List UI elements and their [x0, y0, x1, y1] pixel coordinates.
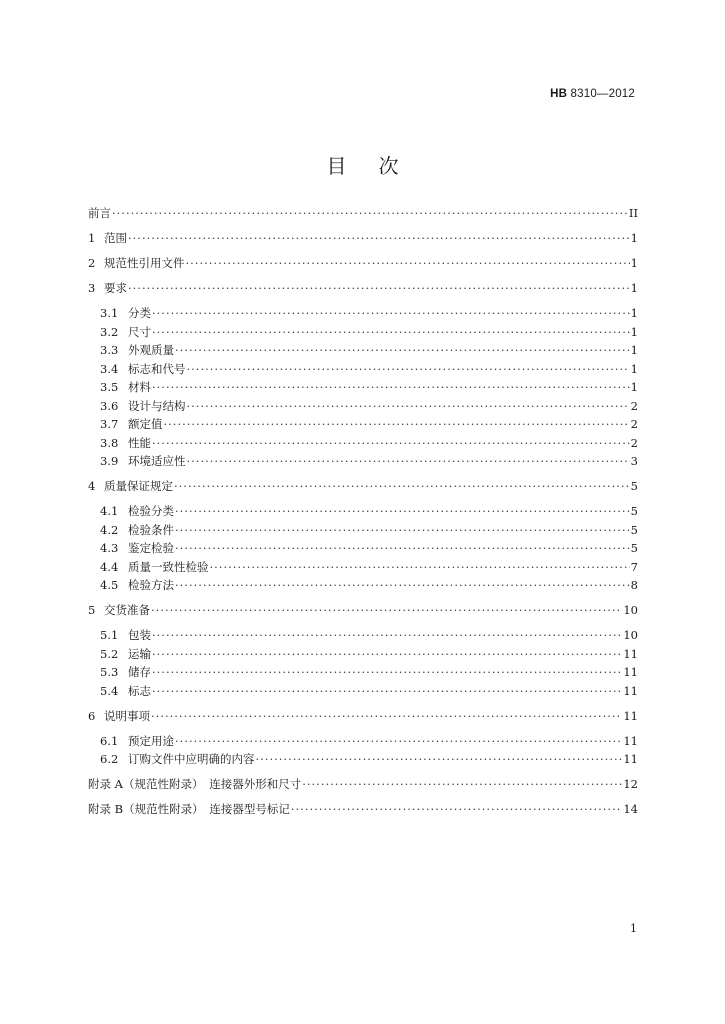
toc-entry-page: 1 — [630, 281, 638, 295]
toc-entry-3-8[interactable] — [88, 434, 638, 453]
toc-entry-3[interactable] — [88, 279, 638, 298]
toc-entry-3-6[interactable] — [88, 397, 638, 416]
toc-entry-label: 设计与结构 — [128, 398, 186, 413]
toc-entry-page: 7 — [630, 559, 638, 574]
toc-entry-page: 2 — [630, 435, 638, 450]
dot-leader — [302, 775, 622, 794]
dot-leader — [128, 229, 630, 248]
dot-leader — [128, 279, 630, 298]
toc-entry-label: 质量保证规定 — [104, 479, 173, 493]
toc-entry-label: 前言 — [88, 206, 111, 220]
toc-entry-number: 3.6 — [100, 398, 119, 413]
dot-leader — [187, 397, 630, 416]
toc-entry-label: 运输 — [128, 646, 151, 661]
toc-entry-4-3[interactable] — [88, 539, 638, 558]
toc-entry-5-1[interactable] — [88, 626, 638, 645]
dot-leader — [164, 415, 630, 434]
toc-entry-number: 4.3 — [100, 541, 119, 555]
toc-entry-label: 标志 — [128, 683, 151, 698]
toc-entry-page: 5 — [630, 541, 638, 555]
toc-entry-label: 检验条件 — [128, 522, 174, 537]
toc-entry-number: 5.3 — [100, 665, 119, 679]
toc-entry-page: 11 — [623, 665, 638, 679]
toc-entry-page: 14 — [623, 802, 638, 816]
toc-entry-appendix-a[interactable] — [88, 775, 638, 794]
toc-entry-page: 1 — [630, 343, 638, 357]
toc-entry-number: 5.1 — [100, 628, 119, 642]
toc-entry-3-2[interactable] — [88, 323, 638, 342]
toc-entry-number: 3.5 — [100, 380, 119, 394]
table-of-contents — [88, 204, 638, 819]
dot-leader — [175, 539, 630, 558]
toc-entry-foreword[interactable] — [88, 204, 638, 223]
toc-entry-number: 6.1 — [100, 733, 119, 748]
toc-entry-3-4[interactable] — [88, 360, 638, 379]
toc-entry-page: 11 — [623, 708, 638, 723]
dot-leader — [152, 682, 622, 701]
toc-entry-number: 3.4 — [100, 361, 119, 376]
dot-leader — [152, 304, 630, 323]
toc-entry-page: 1 — [630, 256, 638, 270]
dot-leader — [152, 626, 622, 645]
toc-entry-page: 2 — [630, 417, 638, 431]
toc-entry-page: 10 — [623, 628, 638, 642]
dot-leader — [152, 378, 630, 397]
toc-entry-6-2[interactable] — [88, 750, 638, 769]
toc-entry-page: 8 — [630, 578, 638, 592]
toc-entry-label: 储存 — [128, 665, 151, 679]
toc-entry-label: 性能 — [128, 435, 151, 450]
document-code-number: 8310—2012 — [570, 88, 635, 100]
toc-entry-number: 4.4 — [100, 559, 119, 574]
toc-entry-label: 标志和代号 — [128, 361, 186, 376]
toc-entry-number: 3.3 — [100, 343, 119, 357]
toc-entry-number: 3 — [88, 281, 96, 295]
toc-entry-4-1[interactable] — [88, 502, 638, 521]
toc-entry-page: 11 — [623, 752, 638, 766]
toc-entry-3-3[interactable] — [88, 341, 638, 360]
toc-entry-number: 1 — [88, 231, 96, 245]
toc-entry-number: 3.1 — [100, 306, 119, 320]
dot-leader — [175, 341, 630, 360]
dot-leader — [186, 254, 630, 273]
document-code — [550, 88, 635, 100]
toc-entry-number: 4.5 — [100, 578, 119, 592]
toc-entry-page: 5 — [630, 504, 638, 518]
toc-entry-page: 11 — [623, 683, 638, 698]
toc-entry-number: 3.2 — [100, 324, 119, 339]
toc-entry-4[interactable] — [88, 477, 638, 496]
toc-entry-label: 要求 — [104, 281, 127, 295]
dot-leader — [152, 663, 622, 682]
toc-entry-label: 外观质量 — [128, 343, 174, 357]
toc-entry-label: 材料 — [128, 380, 151, 394]
toc-title: 目次 — [326, 154, 431, 178]
dot-leader — [151, 601, 622, 620]
toc-entry-1[interactable] — [88, 229, 638, 248]
toc-entry-3-7[interactable] — [88, 415, 638, 434]
toc-entry-label: 范围 — [104, 231, 127, 245]
toc-entry-label: 鉴定检验 — [128, 541, 174, 555]
toc-entry-appendix-b[interactable] — [88, 800, 638, 819]
toc-entry-label: 检验方法 — [128, 578, 174, 592]
dot-leader — [210, 558, 630, 577]
toc-entry-page: 12 — [623, 777, 638, 791]
toc-entry-number: 6.2 — [100, 752, 119, 766]
dot-leader — [175, 732, 622, 751]
dot-leader — [175, 502, 630, 521]
toc-entry-2[interactable] — [88, 254, 638, 273]
toc-entry-label: 附录 A（规范性附录） 连接器外形和尺寸 — [88, 777, 302, 791]
toc-entry-number: 5 — [88, 603, 96, 617]
toc-entry-6[interactable] — [88, 707, 638, 726]
toc-entry-label: 交货准备 — [104, 603, 150, 617]
dot-leader — [175, 576, 630, 595]
toc-entry-label: 额定值 — [128, 417, 163, 431]
dot-leader — [112, 204, 628, 223]
toc-entry-page: 5 — [630, 479, 638, 493]
dot-leader — [187, 360, 630, 379]
toc-entry-3-5[interactable] — [88, 378, 638, 397]
dot-leader — [174, 477, 630, 496]
toc-entry-number: 4 — [88, 479, 96, 493]
toc-entry-page: 11 — [623, 733, 638, 748]
toc-entry-page: II — [628, 206, 638, 220]
toc-entry-page: 1 — [630, 324, 638, 339]
dot-leader — [152, 645, 622, 664]
toc-entry-6-1[interactable] — [88, 732, 638, 751]
toc-entry-number: 4.2 — [100, 522, 119, 537]
toc-entry-label: 说明事项 — [104, 708, 150, 723]
dot-leader — [256, 750, 623, 769]
dot-leader — [187, 452, 630, 471]
toc-entry-number: 3.7 — [100, 417, 119, 431]
toc-entry-page: 11 — [623, 646, 638, 661]
toc-entry-label: 环境适应性 — [128, 454, 186, 468]
toc-entry-page: 2 — [630, 398, 638, 413]
toc-entry-page: 1 — [630, 231, 638, 245]
toc-entry-label: 预定用途 — [128, 733, 174, 748]
toc-entry-4-5[interactable] — [88, 576, 638, 595]
toc-entry-page: 3 — [630, 454, 638, 468]
toc-entry-5-2[interactable] — [88, 645, 638, 664]
dot-leader — [291, 800, 623, 819]
toc-entry-5-4[interactable] — [88, 682, 638, 701]
toc-entry-number: 6 — [88, 708, 96, 723]
toc-entry-number: 3.8 — [100, 435, 119, 450]
toc-entry-number: 4.1 — [100, 504, 119, 518]
toc-entry-page: 1 — [630, 306, 638, 320]
toc-entry-3-1[interactable] — [88, 304, 638, 323]
toc-entry-number: 5.4 — [100, 683, 119, 698]
toc-entry-4-4[interactable] — [88, 558, 638, 577]
dot-leader — [152, 323, 630, 342]
toc-entry-3-9[interactable] — [88, 452, 638, 471]
dot-leader — [175, 521, 630, 540]
toc-entry-number: 5.2 — [100, 646, 119, 661]
toc-entry-number: 2 — [88, 256, 96, 270]
toc-entry-label: 分类 — [128, 306, 151, 320]
toc-entry-page: 1 — [630, 380, 638, 394]
toc-entry-page: 1 — [630, 361, 638, 376]
toc-entry-label: 质量一致性检验 — [128, 559, 209, 574]
toc-entry-label: 尺寸 — [128, 324, 151, 339]
toc-entry-number: 3.9 — [100, 454, 119, 468]
toc-entry-label: 包装 — [128, 628, 151, 642]
dot-leader — [151, 707, 622, 726]
toc-entry-5-3[interactable] — [88, 663, 638, 682]
toc-entry-label: 检验分类 — [128, 504, 174, 518]
toc-entry-label: 附录 B（规范性附录） 连接器型号标记 — [88, 802, 290, 816]
toc-entry-page: 10 — [623, 603, 638, 617]
document-code-prefix: HB — [550, 88, 568, 100]
toc-entry-label: 规范性引用文件 — [104, 256, 185, 270]
toc-entry-page: 5 — [630, 522, 638, 537]
toc-entry-label: 订购文件中应明确的内容 — [128, 752, 255, 766]
toc-entry-4-2[interactable] — [88, 521, 638, 540]
page-number: 1 — [630, 922, 637, 935]
toc-entry-5[interactable] — [88, 601, 638, 620]
dot-leader — [152, 434, 630, 453]
